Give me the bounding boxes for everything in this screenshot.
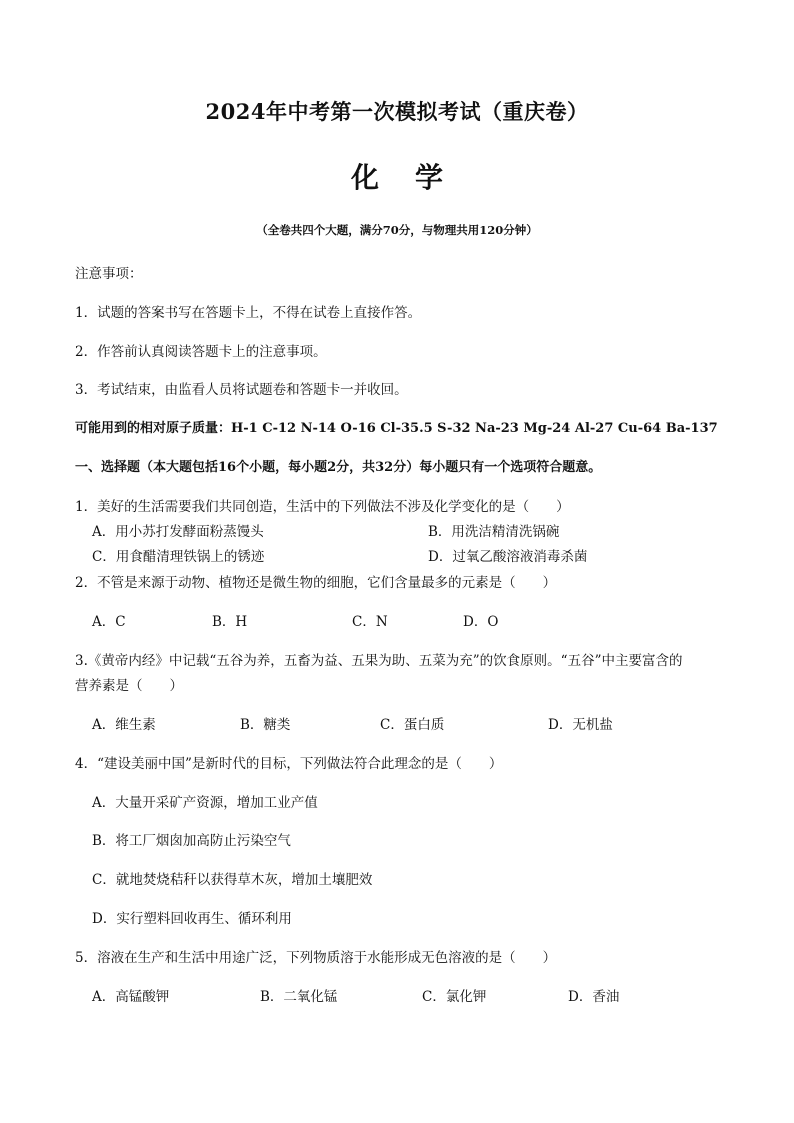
exam-title: 2024年中考第一次模拟考试（重庆卷） — [205, 99, 589, 124]
subject-title — [0, 156, 794, 196]
question-4-option-a: A．大量开采矿产资源，增加工业产值 — [92, 795, 318, 811]
question-4-option-d: D．实行塑料回收再生、循环利用 — [92, 911, 292, 927]
exam-note: （全卷共四个大题，满分70分，与物理共用120分钟） — [256, 223, 538, 237]
question-1-option-a: A．用小苏打发酵面粉蒸馒头 — [92, 524, 264, 540]
question-2-option-a: A．C — [92, 614, 126, 630]
question-1-option-c: C．用食醋清理铁锅上的锈迹 — [92, 549, 265, 565]
question-2-option-d: D．O — [463, 614, 499, 630]
question-3-option-d: D．无机盐 — [548, 717, 613, 733]
notice-item-1: 1．试题的答案书写在答题卡上，不得在试卷上直接作答。 — [75, 305, 422, 321]
question-2-stem: 2．不管是来源于动物、植物还是微生物的细胞，它们含量最多的元素是（ ） — [75, 575, 557, 591]
question-3-stem-line-2: 营养素是（ ） — [75, 678, 183, 694]
question-4-option-c: C．就地焚烧秸秆以获得草木灰，增加土壤肥效 — [92, 872, 373, 888]
question-1-option-d: D．过氧乙酸溶液消毒杀菌 — [428, 549, 588, 565]
question-1-stem: 1．美好的生活需要我们共同创造，生活中的下列做法不涉及化学变化的是（ ） — [75, 499, 570, 515]
question-5-option-a: A．高锰酸钾 — [92, 989, 170, 1005]
question-4-option-b: B．将工厂烟囱加高防止污染空气 — [92, 833, 291, 849]
subject-char-2: 学 — [415, 161, 444, 194]
question-5-option-b: B．二氧化锰 — [260, 989, 338, 1005]
question-2-option-c: C．N — [352, 614, 388, 630]
subject-char-1: 化 — [350, 161, 379, 194]
question-5-stem: 5．溶液在生产和生活中用途广泛，下列物质溶于水能形成无色溶液的是（ ） — [75, 950, 557, 966]
notice-heading: 注意事项： — [75, 266, 143, 282]
section-1-heading: 一、选择题（本大题包括16个小题，每小题2分，共32分）每小题只有一个选项符合题意。 — [75, 460, 602, 475]
question-2-option-b: B．H — [212, 614, 248, 630]
notice-item-3: 3．考试结束，由监看人员将试题卷和答题卡一并收回。 — [75, 382, 408, 398]
question-1-option-b: B．用洗洁精清洗锅碗 — [428, 524, 560, 540]
atomic-mass-line: 可能用到的相对原子质量：H-1 C-12 N-14 O-16 Cl-35.5 S-32 Na-23 Mg-24 Al-27 Cu-64 Ba-137 — [75, 421, 718, 436]
question-4-stem: 4．“建设美丽中国”是新时代的目标，下列做法符合此理念的是（ ） — [75, 756, 503, 772]
question-3-option-a: A．维生素 — [92, 717, 156, 733]
question-3-stem-line-1: 3.《黄帝内经》中记载“五谷为养，五畜为益、五果为助、五菜为充”的饮食原则。“五谷”中主要富含的 — [75, 653, 683, 669]
question-3-option-b: B．糖类 — [240, 717, 291, 733]
question-5-option-c: C．氯化钾 — [422, 989, 487, 1005]
question-3-option-c: C．蛋白质 — [380, 717, 445, 733]
question-5-option-d: D．香油 — [568, 989, 620, 1005]
notice-item-2: 2．作答前认真阅读答题卡上的注意事项。 — [75, 344, 327, 360]
